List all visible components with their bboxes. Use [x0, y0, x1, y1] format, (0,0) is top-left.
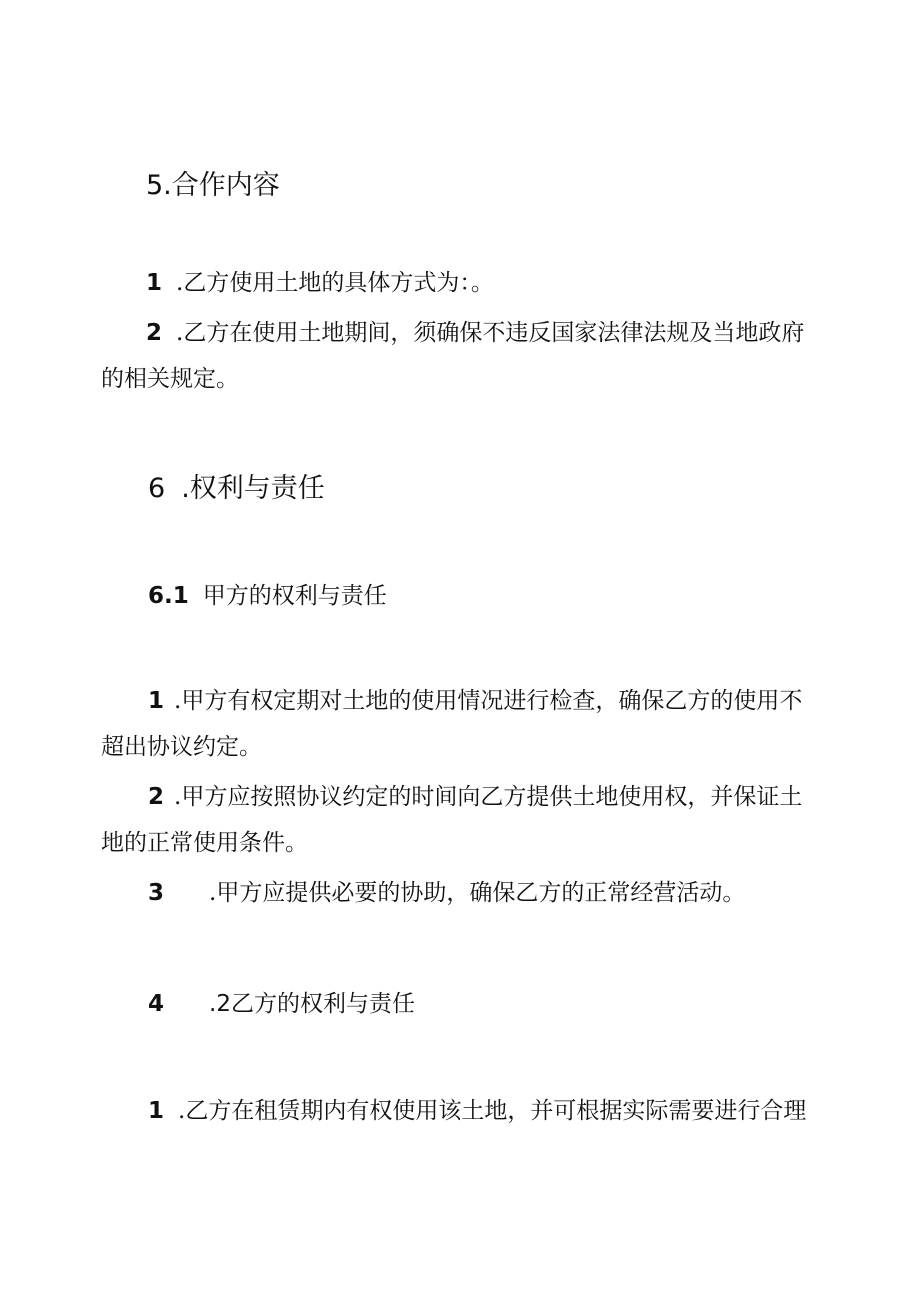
item-text: .甲方有权定期对土地的使用情况进行检查，确保乙方的使用不 [174, 688, 803, 714]
section-6-heading-text: .权利与责任 [181, 473, 325, 504]
subsection-title: 甲方的权利与责任 [202, 583, 387, 609]
item-number: 2 [146, 320, 163, 346]
section-6-heading-number: 6 [148, 473, 166, 504]
item-text: .甲方应提供必要的协助，确保乙方的正常经营活动。 [209, 880, 746, 906]
subsection-6-1-heading [148, 580, 387, 612]
subsection-6-1-item-2-continuation: 地的正常使用条件。 [101, 830, 308, 856]
subsection-6-1-item-3 [148, 876, 745, 910]
item-text: .乙方在租赁期内有权使用该土地，并可根据实际需要进行合理 [178, 1098, 807, 1124]
item-text: .乙方使用土地的具体方式为：。 [176, 270, 494, 296]
subsection-number: 6.1 [148, 583, 189, 609]
subsection-number: 4 [148, 991, 165, 1017]
subsection-6-1-item-1-continuation: 超出协议约定。 [101, 734, 262, 760]
item-number: 3 [148, 880, 165, 906]
section-5-heading: 5.合作内容 [146, 170, 280, 201]
section-5-item-2 [146, 316, 804, 350]
item-number: 1 [146, 270, 163, 296]
subsection-6-1-item-2 [148, 780, 802, 814]
subsection-4-2-item-1 [148, 1094, 806, 1128]
item-number: 1 [148, 688, 165, 714]
subsection-6-1-item-1 [148, 684, 802, 718]
item-number: 2 [148, 784, 165, 810]
section-5-item-1 [146, 266, 494, 300]
item-number: 1 [148, 1098, 165, 1124]
section-5-item-2-continuation: 的相关规定。 [101, 366, 239, 392]
item-text: .甲方应按照协议约定的时间向乙方提供土地使用权，并保证土 [174, 784, 803, 810]
subsection-4-2-heading [148, 988, 415, 1020]
subsection-title: .2乙方的权利与责任 [209, 991, 415, 1017]
section-6-heading [148, 471, 325, 507]
item-text: .乙方在使用土地期间，须确保不违反国家法律法规及当地政府 [176, 320, 805, 346]
